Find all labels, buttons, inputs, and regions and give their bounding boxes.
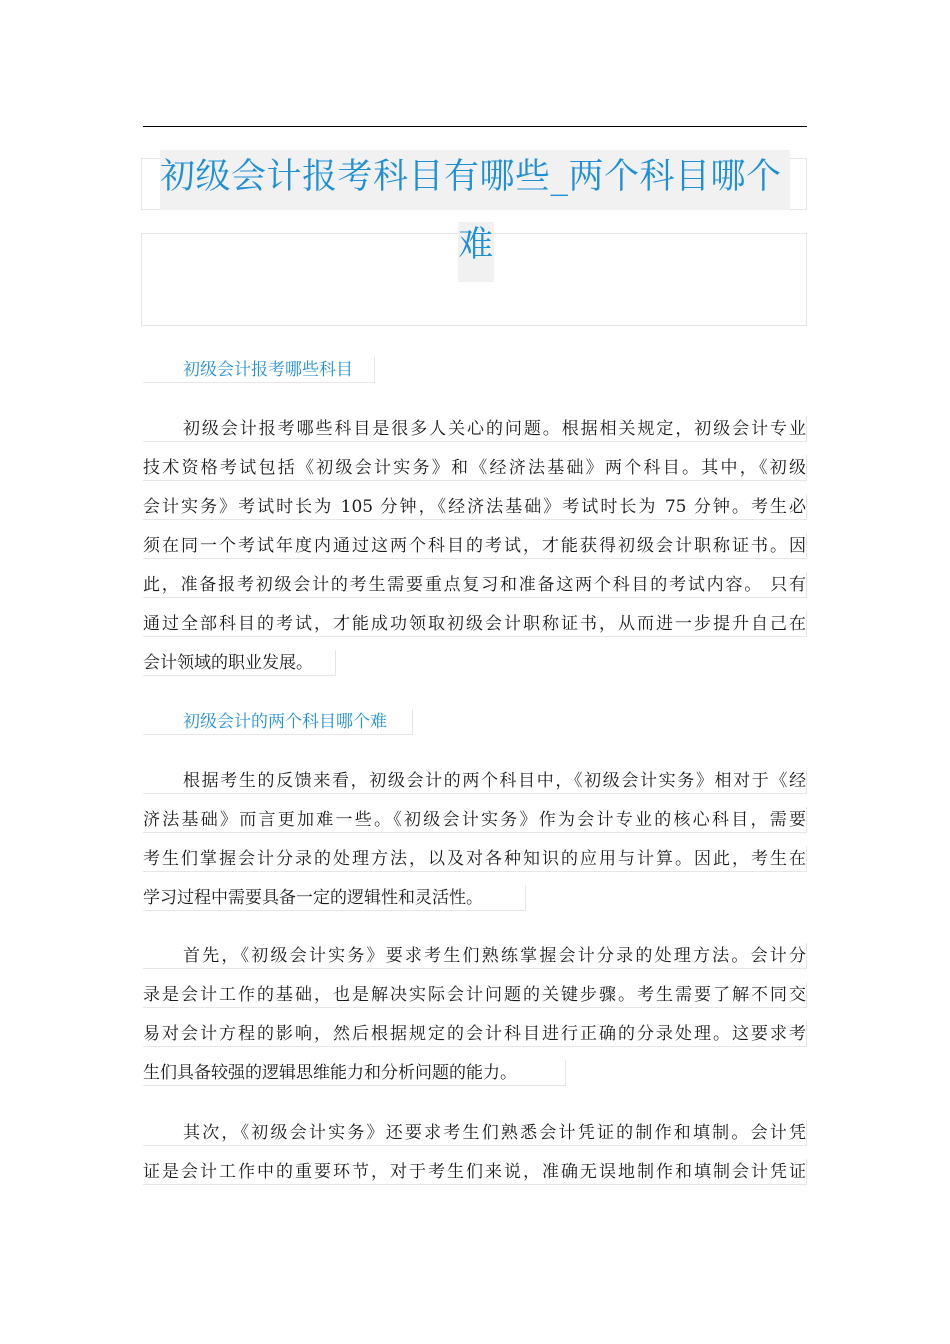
paragraph-line: 根据考生的反馈来看，初级会计的两个科目中，《初级会计实务》相对于《经 (143, 768, 807, 794)
paragraph-line: 学习过程中需要具备一定的逻辑性和灵活性。 (143, 885, 526, 911)
paragraph-line: 技术资格考试包括《初级会计实务》和《经济法基础》两个科目。其中，《初级 (143, 455, 807, 481)
section-heading-subjects: 初级会计报考哪些科目 (143, 357, 375, 383)
paragraph-line: 生们具备较强的逻辑思维能力和分析问题的能力。 (143, 1060, 566, 1086)
paragraph-line: 济法基础》而言更加难一些。《初级会计实务》作为会计专业的核心科目，需要 (143, 807, 807, 833)
paragraph-line: 此，准备报考初级会计的考生需要重点复习和准备这两个科目的考试内容。 只有 (143, 572, 807, 598)
paragraph-line: 证是会计工作中的重要环节，对于考生们来说，准确无误地制作和填制会计凭证 (143, 1159, 807, 1185)
section-heading-difficulty: 初级会计的两个科目哪个难 (143, 709, 413, 735)
paragraph-line: 易对会计方程的影响，然后根据规定的会计科目进行正确的分录处理。这要求考 (143, 1021, 807, 1047)
document-title-line-2: 难 (458, 222, 494, 282)
paragraph-line: 初级会计报考哪些科目是很多人关心的问题。根据相关规定，初级会计专业 (143, 416, 807, 442)
paragraph-line: 会计领域的职业发展。 (143, 650, 336, 676)
paragraph-line: 其次，《初级会计实务》还要求考生们熟悉会计凭证的制作和填制。会计凭 (143, 1120, 807, 1146)
top-rule (143, 126, 807, 127)
paragraph-line: 录是会计工作的基础，也是解决实际会计问题的关键步骤。考生需要了解不同交 (143, 982, 807, 1008)
document-title-line-1: 初级会计报考科目有哪些_两个科目哪个 (160, 150, 790, 210)
paragraph-line: 通过全部科目的考试，才能成功领取初级会计职称证书，从而进一步提升自己在 (143, 611, 807, 637)
paragraph-line: 会计实务》考试时长为 105 分钟，《经济法基础》考试时长为 75 分钟。考生必 (143, 494, 807, 520)
paragraph-line: 考生们掌握会计分录的处理方法，以及对各种知识的应用与计算。因此，考生在 (143, 846, 807, 872)
paragraph-line: 须在同一个考试年度内通过这两个科目的考试，才能获得初级会计职称证书。因 (143, 533, 807, 559)
paragraph-line: 首先，《初级会计实务》要求考生们熟练掌握会计分录的处理方法。会计分 (143, 943, 807, 969)
